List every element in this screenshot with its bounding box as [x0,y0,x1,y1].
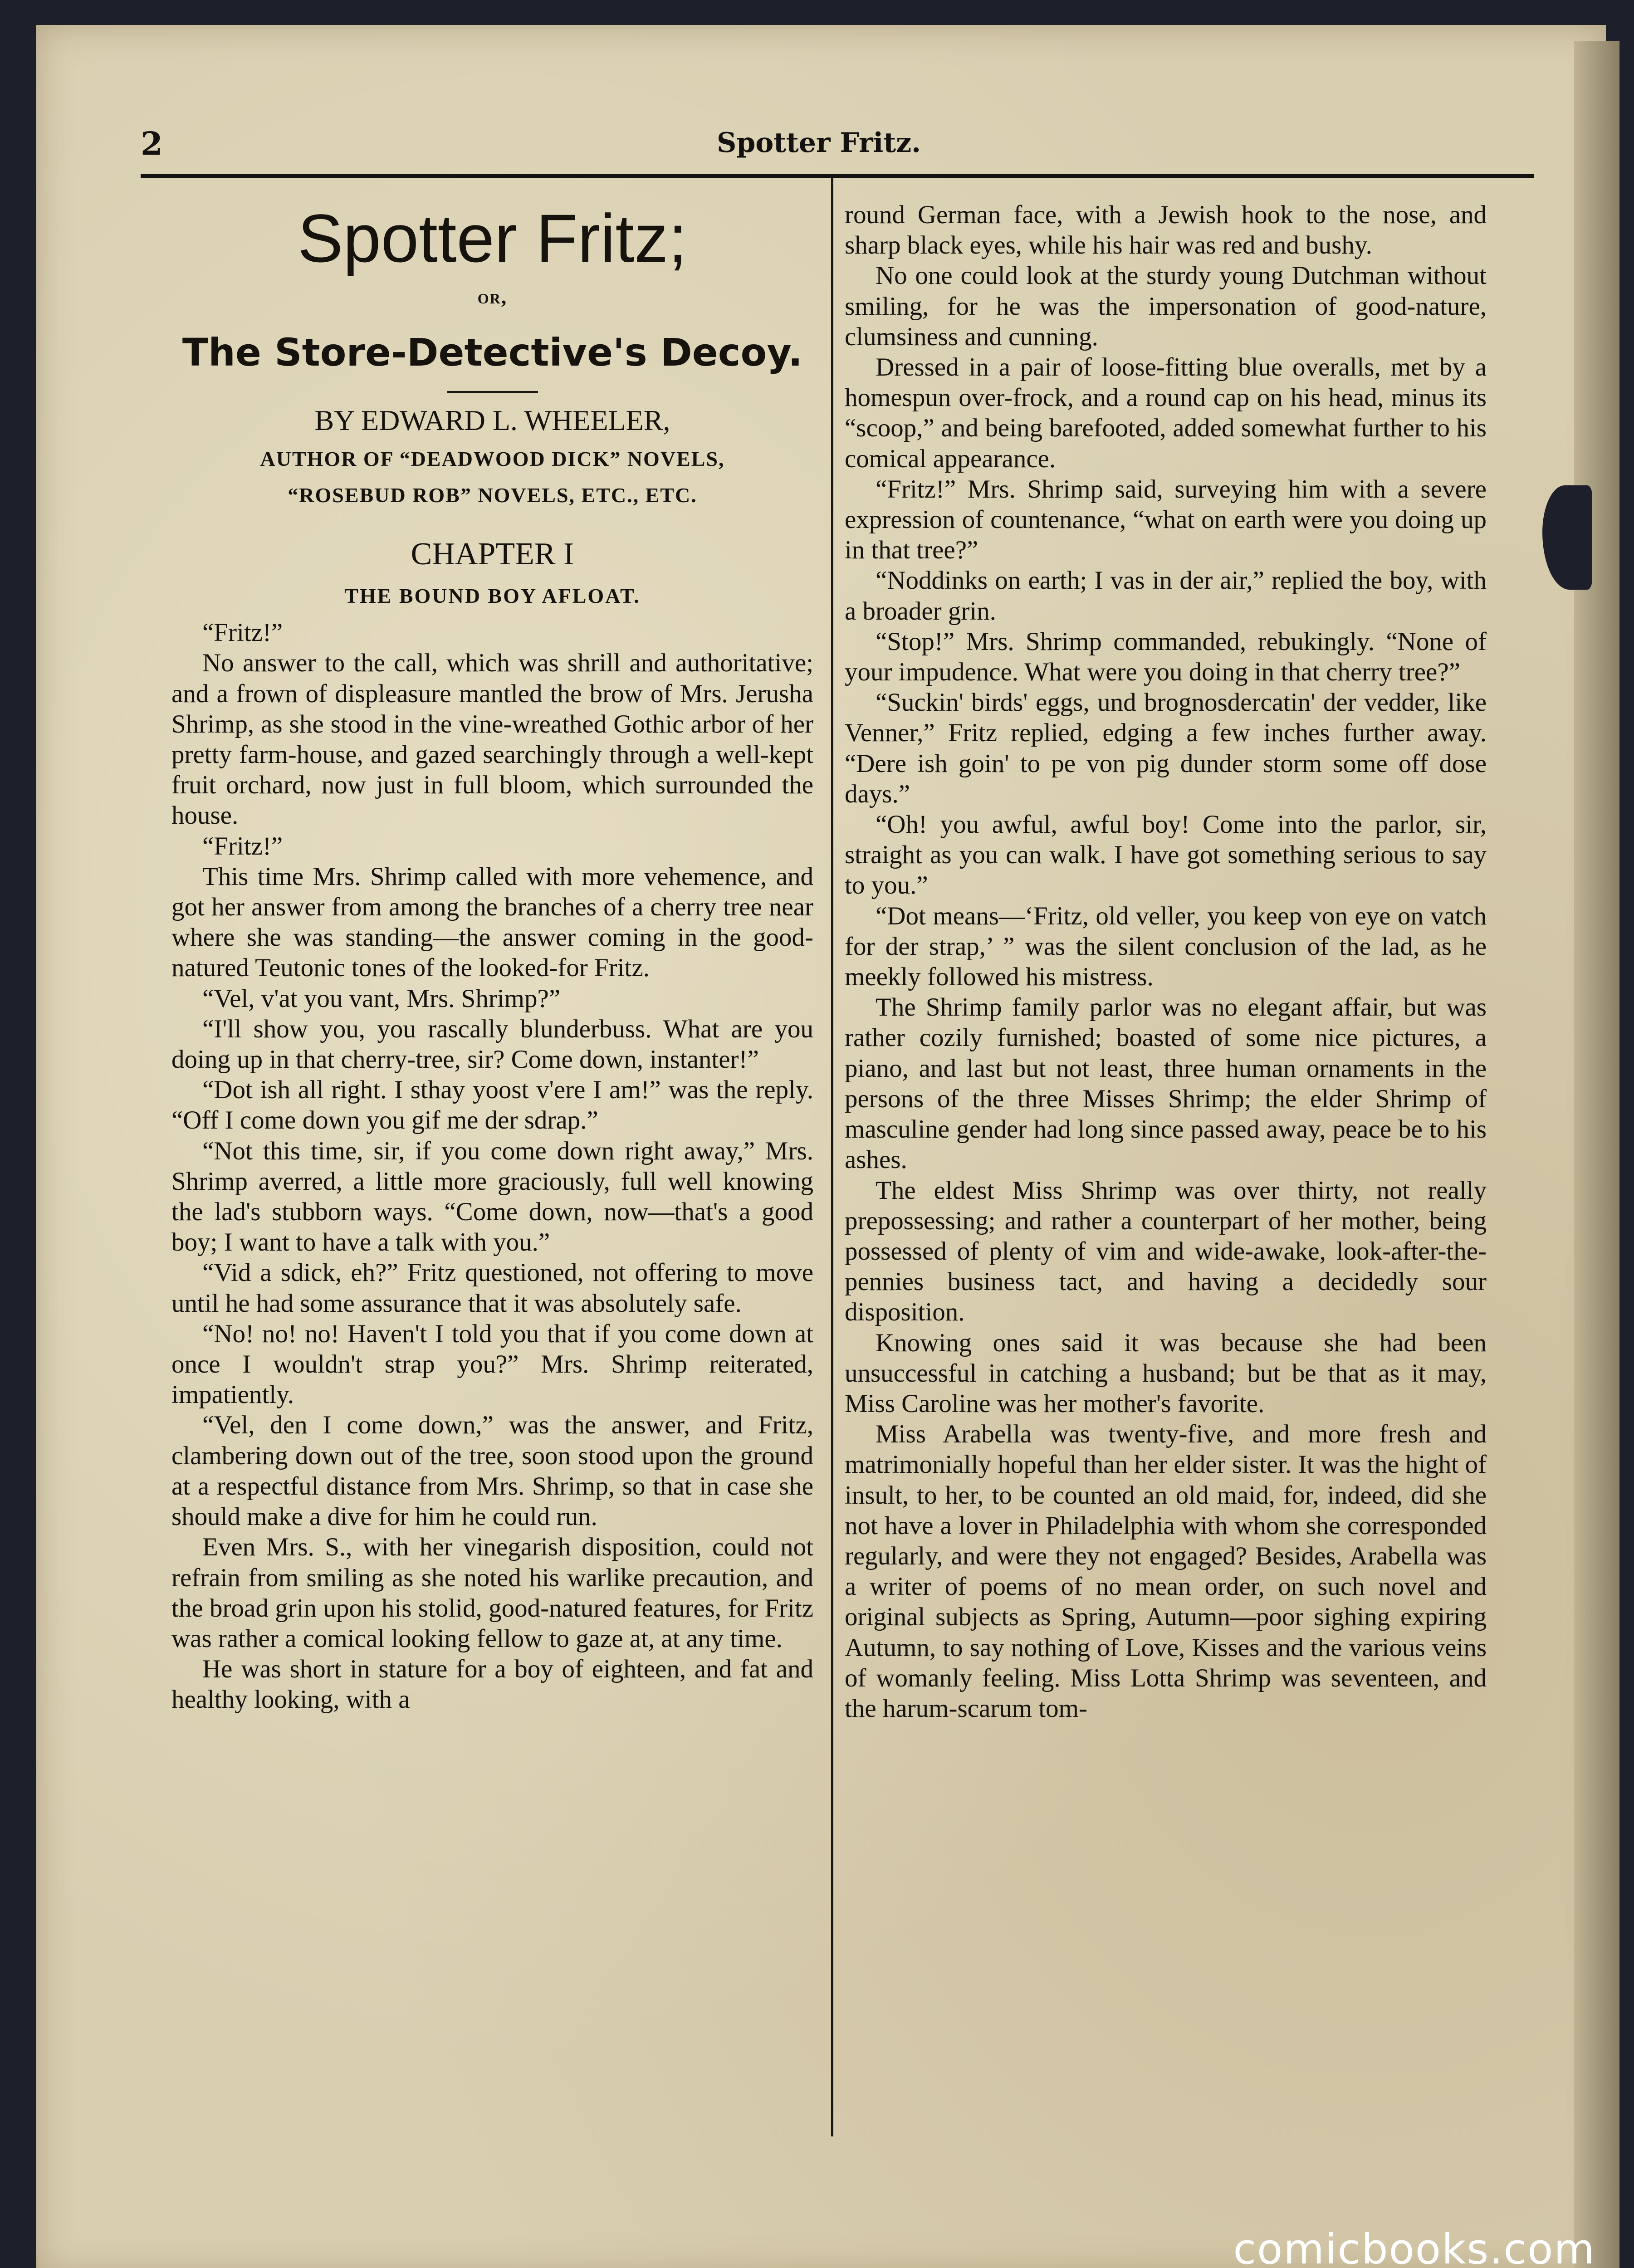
paragraph: “Fritz!” [202,831,283,860]
paragraph: He was short in stature for a boy of eighteen, and fat and healthy looking, with a [171,1655,813,1714]
paragraph: No one could look at the sturdy young Dutchman without smiling, for he was the impersonation of good-nature, clumsiness and cunning. [845,261,1487,351]
paragraph: “Oh! you awful, awful boy! Come into the parlor, sir, straight as you can walk. I have got something serious to say to you.” [845,810,1487,900]
left-body-text [171,617,813,1715]
author-of-line-1: AUTHOR OF “DEADWOOD DICK” NOVELS, [260,447,725,471]
running-title: Spotter Fritz. [717,127,921,159]
paragraph: “Dot means—‘Fritz, old veller, you keep von eye on vatch for der strap,’ ” was the silent conclusion of the lad, as he meekly followed his mistress. [845,901,1487,992]
paragraph: “Vel, den I come down,” was the answer, and Fritz, clambering down out of the tree, soon stood upon the ground at a respectful distance from Mrs. Shrimp, so that in case she should make a dive for him he could run. [171,1411,813,1531]
watermark: comicbooks.com [1233,2225,1595,2268]
title-rule [447,391,538,393]
paragraph: “No! no! no! Haven't I told you that if you come down at once I wouldn't strap you?” Mrs. Shrimp reiterated, impatiently. [171,1319,813,1409]
paragraph: No answer to the call, which was shrill and authoritative; and a frown of displeasure mantled the brow of Mrs. Jerusha Shrimp, as she stood in the vine-wreathed Gothic arbor of her pretty farm-house, and gazed searchingly through a well-kept fruit orchard, now just in full bloom, which surrounded the house. [171,649,813,830]
paragraph: round German face, with a Jewish hook to the nose, and sharp black eyes, while his hair was red and bushy. [845,200,1487,260]
chapter-heading: CHAPTER I [411,537,574,572]
story-subtitle: The Store-Detective's Decoy. [182,330,803,375]
paragraph: The Shrimp family parlor was no elegant affair, but was rather cozily furnished; boasted of some nice pictures, a piano, and last but not least, three human ornaments in the persons of the three Misses Shrimp; the elder Shrimp of masculine gender had long since passed away, peace be to his ashes. [845,993,1487,1174]
paragraph: Even Mrs. S., with her vinegarish disposition, could not refrain from smiling as she noted his warlike precaution, and the broad grin upon his stolid, good-natured features, for Fritz was rather a comical looking fellow to gaze at, at any time. [171,1533,813,1653]
paragraph: “Suckin' birds' eggs, und brognosdercatin' der vedder, like Venner,” Fritz replied, edging a few inches further away. “Dere ish goin' to pe von pig dunder storm some off dose days.” [845,688,1487,808]
paragraph: “Vel, v'at you vant, Mrs. Shrimp?” [202,984,561,1013]
paragraph: This time Mrs. Shrimp called with more vehemence, and got her answer from among the branches of a cherry tree near where she was standing—the answer coming in the good-natured Teutonic tones of the looked-for Fritz. [171,862,813,982]
paragraph: “Dot ish all right. I sthay yoost v'ere I am!” was the reply. “Off I come down you gif me der sdrap.” [171,1075,813,1135]
paragraph: Dressed in a pair of loose-fitting blue overalls, met by a homespun over-frock, and a round cap on his head, minus its “scoop,” and being barefooted, added somewhat further to his comical appearance. [845,353,1487,473]
byline: BY EDWARD L. WHEELER, [314,404,670,437]
paragraph: “Noddinks on earth; I vas in der air,” replied the boy, with a broader grin. [845,566,1487,626]
paragraph: The eldest Miss Shrimp was over thirty, not really prepossessing; and rather a counterpart of her mother, being possessed of plenty of vim and wide-awake, look-after-the-pennies business tact, and having a decidedly sour disposition. [845,1176,1487,1327]
paragraph: “Not this time, sir, if you come down right away,” Mrs. Shrimp averred, a little more graciously, full well knowing the lad's stubborn ways. “Come down, now—that's a good boy; I want to have a talk with you.” [171,1136,813,1257]
page-header [141,125,1534,175]
paragraph: “I'll show you, you rascally blunderbuss. What are you doing up in that cherry-tree, sir? Come down, instanter!” [171,1014,813,1074]
paragraph: “Stop!” Mrs. Shrimp commanded, rebukingly. “None of your impudence. What were you doing in that cherry tree?” [845,627,1487,687]
left-column [171,179,813,1715]
column-divider [831,177,833,2136]
story-or: or, [477,285,508,308]
chapter-title: THE BOUND BOY AFLOAT. [344,584,641,608]
page-number: 2 [141,125,163,162]
author-of-line-2: “ROSEBUD ROB” NOVELS, ETC., ETC. [288,484,697,507]
paragraph: Knowing ones said it was because she had been unsuccessful in catching a husband; but be that as it may, Miss Caroline was her mother's favorite. [845,1328,1487,1418]
paragraph: “Fritz!” Mrs. Shrimp said, surveying him with a severe expression of countenance, “what on earth were you doing up in that tree?” [845,474,1487,565]
right-column [845,200,1487,1724]
next-page-edge [1574,41,1619,2268]
right-body-text [845,200,1487,1724]
paragraph: “Fritz!” [202,618,283,647]
paragraph: “Vid a sdick, eh?” Fritz questioned, not offering to move until he had some assurance that it was absolutely safe. [171,1258,813,1318]
header-rule [141,174,1534,178]
story-title: Spotter Fritz; [298,200,687,276]
paragraph: Miss Arabella was twenty-five, and more fresh and matrimonially hopeful than her elder sister. It was the hight of insult, to her, to be counted an old maid, for, indeed, did she not have a lover in Philadelphia with whom she corresponded regularly, and were they not engaged? Besides, Arabella was a writer of poems of no mean order, on such novel and original subjects as Spring, Autumn—poor sighing expiring Autumn, to say nothing of Love, Kisses and the various veins of womanly feeling. Miss Lotta Shrimp was seventeen, and the harum-scarum tom- [845,1420,1487,1723]
